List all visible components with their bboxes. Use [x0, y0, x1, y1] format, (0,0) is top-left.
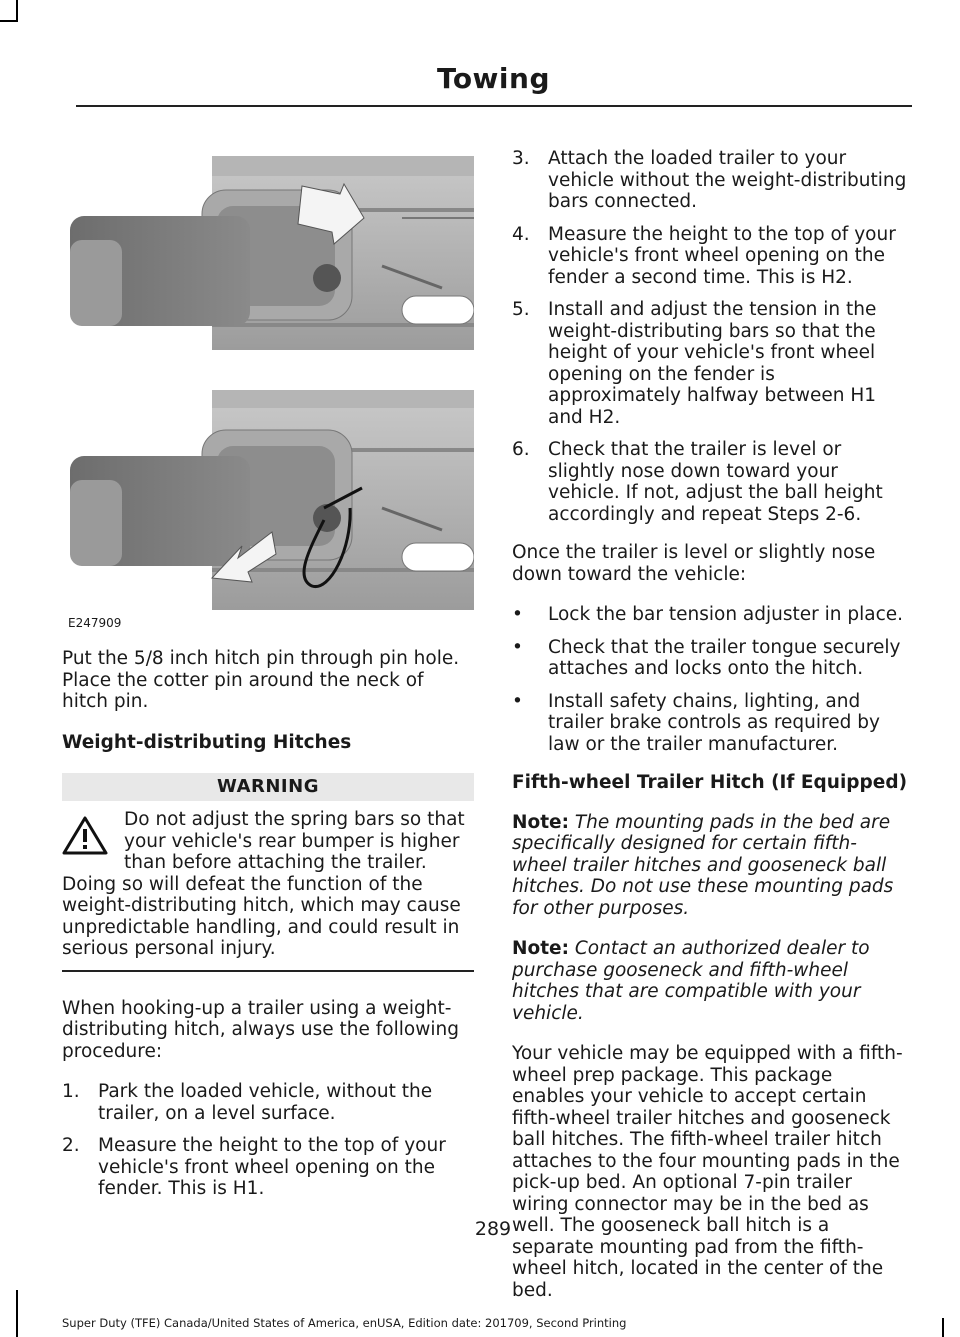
list-item: [512, 439, 908, 525]
step-text: Attach the loaded trailer to your vehicle without the weight-distributing bars connected.: [548, 148, 907, 212]
header-rule: [76, 105, 912, 107]
list-item: [512, 604, 908, 626]
note-label: Note:: [512, 938, 569, 959]
step-number: 3.: [512, 148, 530, 169]
upper-view: [70, 156, 474, 350]
page-number: 289: [474, 1218, 512, 1240]
step-number: 2.: [62, 1135, 80, 1156]
list-item: [512, 299, 908, 428]
hitch-pin-illustration: [62, 148, 474, 618]
intro-paragraph: Put the 5/8 inch hitch pin through pin hole. Place the cotter pin around the neck of hitch pin.: [62, 648, 460, 712]
hitch-pin-figure: [62, 148, 474, 634]
step-text: Measure the height to the top of your vehicle's front wheel opening on the fender a second time. This is H2.: [548, 223, 896, 288]
bullet-text: Lock the bar tension adjuster in place.: [548, 604, 904, 625]
warning-text-rest: Doing so will defeat the function of the weight-distributing hitch, which may cause unpredictable handling, and could result in serious personal injury.: [62, 873, 461, 959]
list-item: [512, 224, 908, 289]
note-text: The mounting pads in the bed are specifically designed for certain fifth-wheel trailer hitches and gooseneck ball hitches. Do not use these mounting pads for other purposes.: [512, 811, 894, 919]
step-text: Measure the height to the top of your vehicle's front wheel opening on the fender. This is H1.: [98, 1135, 446, 1199]
note-paragraph: [512, 812, 908, 920]
list-item: [62, 1081, 474, 1124]
left-column: [62, 148, 474, 1217]
page-title: Towing: [436, 62, 550, 95]
level-intro: Once the trailer is level or slightly nose down toward the vehicle:: [512, 542, 876, 585]
crop-mark: [16, 0, 18, 22]
warning-text-first: Do not adjust the spring bars so that your vehicle's rear bumper is higher than before attaching the trailer.: [124, 809, 465, 873]
procedure-steps-left: [62, 1081, 474, 1200]
right-column: [512, 148, 908, 1320]
warning-triangle-icon: [62, 809, 124, 874]
step-number: 1.: [62, 1081, 80, 1102]
list-item: [62, 1135, 474, 1200]
procedure-intro: When hooking-up a trailer using a weight-distributing hitch, always use the following procedure:: [62, 997, 459, 1062]
section-heading: Weight-distributing Hitches: [62, 731, 352, 753]
list-item: [512, 691, 908, 756]
warning-label: WARNING: [62, 773, 474, 801]
bullet-icon: •: [512, 690, 523, 712]
crop-mark: [16, 1290, 18, 1337]
figure-code: E247909: [68, 615, 122, 630]
crop-mark: [0, 20, 18, 22]
note-paragraph: [512, 938, 908, 1024]
note-label: Note:: [512, 811, 569, 833]
footer-text: Super Duty (TFE) Canada/United States of America, enUSA, Edition date: 201709, Second Printing: [62, 1316, 627, 1330]
step-number: 5.: [512, 299, 530, 320]
section-heading: Fifth-wheel Trailer Hitch (If Equipped): [512, 772, 908, 793]
note-text: Contact an authorized dealer to purchase gooseneck and fifth-wheel hitches that are compatible with your vehicle.: [512, 938, 870, 1024]
bullet-text: Check that the trailer tongue securely attaches and locks onto the hitch.: [548, 636, 901, 679]
step-text: Install and adjust the tension in the weight-distributing bars so that the height of your vehicle's front wheel opening on the fender is approximately halfway between H1 and H2.: [548, 299, 877, 428]
step-number: 6.: [512, 439, 530, 460]
list-item: [512, 637, 908, 680]
procedure-steps-right: [512, 148, 908, 525]
crop-mark: [942, 1318, 944, 1337]
body-paragraph: Your vehicle may be equipped with a fifth-wheel prep package. This package enables your vehicle to accept certain fifth-wheel trailer hitches and gooseneck ball hitches. The fifth-wheel trailer hitch attaches to the four mounting pads in the pick-up bed. An optional 7-pin trailer wiring connector may be in the bed as well. The gooseneck ball hitch is a separate mounting pad from the fifth-wheel hitch, located in the center of the bed.: [512, 1043, 903, 1301]
bullet-list: [512, 604, 908, 755]
bullet-text: Install safety chains, lighting, and trailer brake controls as required by law or the trailer manufacturer.: [548, 690, 880, 755]
step-text: Park the loaded vehicle, without the trailer, on a level surface.: [98, 1081, 433, 1124]
step-text: Check that the trailer is level or slightly nose down toward your vehicle. If not, adjust the ball height accordingly and repeat Steps 2-6.: [548, 439, 883, 525]
warning-box: [62, 809, 474, 972]
step-number: 4.: [512, 223, 530, 245]
bullet-icon: •: [512, 636, 523, 658]
bullet-icon: •: [512, 604, 523, 625]
list-item: [512, 148, 908, 213]
lower-view: [70, 390, 474, 610]
